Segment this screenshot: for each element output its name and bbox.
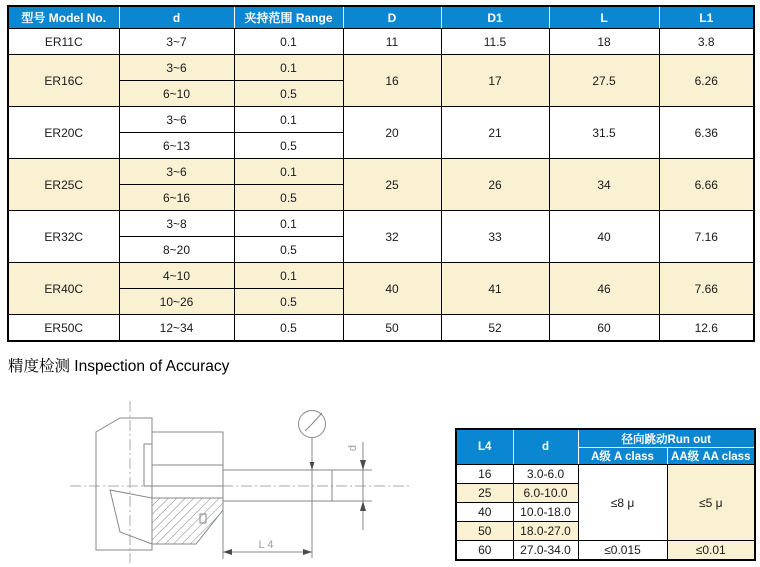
l4-cell: 40 <box>456 503 513 522</box>
header-model: 型号 Model No. <box>8 6 119 29</box>
range-cell: 0.5 <box>234 185 343 211</box>
a-class-value: ≤0.015 <box>578 541 667 561</box>
D1-cell: 33 <box>441 211 549 263</box>
d-cell: 10~26 <box>119 289 234 315</box>
acc-row <box>456 465 755 484</box>
D1-cell: 21 <box>441 107 549 159</box>
range-cell: 0.1 <box>234 159 343 185</box>
D1-cell: 26 <box>441 159 549 211</box>
collet-spec-table <box>7 5 755 342</box>
aa-class-value: ≤5 μ <box>667 465 755 541</box>
d-cell: 6.0-10.0 <box>513 484 578 503</box>
D-cell: 40 <box>343 263 441 315</box>
d-cell: 3.0-6.0 <box>513 465 578 484</box>
range-cell: 0.1 <box>234 211 343 237</box>
section-title: 精度检测 Inspection of Accuracy <box>8 358 230 375</box>
D-cell: 25 <box>343 159 441 211</box>
d-cell: 3~6 <box>119 55 234 81</box>
spec-row-er20c <box>8 107 754 133</box>
d-cell: 3~7 <box>119 29 234 55</box>
range-cell: 0.5 <box>234 81 343 107</box>
spec-row-er25c <box>8 159 754 185</box>
range-cell: 0.1 <box>234 263 343 289</box>
test-bar <box>223 470 332 501</box>
D-cell: 16 <box>343 55 441 107</box>
model-cell: ER25C <box>8 159 119 211</box>
D1-cell: 11.5 <box>441 29 549 55</box>
d-cell: 10.0-18.0 <box>513 503 578 522</box>
L1-cell: 6.36 <box>659 107 754 159</box>
L1-cell: 7.66 <box>659 263 754 315</box>
model-cell: ER16C <box>8 55 119 107</box>
model-cell: ER40C <box>8 263 119 315</box>
spec-row-er50c <box>8 315 754 342</box>
range-cell: 0.1 <box>234 29 343 55</box>
model-cell: ER50C <box>8 315 119 342</box>
L-cell: 27.5 <box>549 55 659 107</box>
spec-row-er16c <box>8 55 754 81</box>
d-cell: 4~10 <box>119 263 234 289</box>
acc-header-row-1 <box>456 429 755 448</box>
d-cell: 8~20 <box>119 237 234 263</box>
d-cell: 6~10 <box>119 81 234 107</box>
l4-cell: 50 <box>456 522 513 541</box>
L-cell: 60 <box>549 315 659 342</box>
D-cell: 11 <box>343 29 441 55</box>
spec-row-er32c <box>8 211 754 237</box>
d-cell: 3~6 <box>119 159 234 185</box>
l4-dimension <box>223 501 312 559</box>
header-range: 夹持范围 Range <box>234 6 343 29</box>
L-cell: 46 <box>549 263 659 315</box>
L1-cell: 6.26 <box>659 55 754 107</box>
L-cell: 40 <box>549 211 659 263</box>
spec-row-er40c <box>8 263 754 289</box>
D-cell: 32 <box>343 211 441 263</box>
d-dim-label: d <box>347 444 359 452</box>
range-cell: 0.5 <box>234 289 343 315</box>
d-cell: 3~8 <box>119 211 234 237</box>
d-cell: 3~6 <box>119 107 234 133</box>
collet-chuck-body <box>96 418 223 550</box>
D-cell: 20 <box>343 107 441 159</box>
header-L1: L1 <box>659 6 754 29</box>
range-cell: 0.1 <box>234 55 343 81</box>
L1-cell: 12.6 <box>659 315 754 342</box>
dial-indicator-icon <box>299 411 326 559</box>
L-cell: 34 <box>549 159 659 211</box>
model-cell: ER20C <box>8 107 119 159</box>
header-D: D <box>343 6 441 29</box>
d-cell: 18.0-27.0 <box>513 522 578 541</box>
header-a-class: A级 A class <box>578 448 667 465</box>
D1-cell: 41 <box>441 263 549 315</box>
acc-row <box>456 541 755 561</box>
range-cell: 0.5 <box>234 133 343 159</box>
l4-cell: 16 <box>456 465 513 484</box>
D1-cell: 52 <box>441 315 549 342</box>
model-cell: ER11C <box>8 29 119 55</box>
L1-cell: 3.8 <box>659 29 754 55</box>
runout-inspection-drawing <box>58 396 422 567</box>
d-cell: 12~34 <box>119 315 234 342</box>
header-runout: 径向跳动Run out <box>578 429 755 448</box>
spec-row-er11c <box>8 29 754 55</box>
d-cell: 6~13 <box>119 133 234 159</box>
spec-header-row <box>8 6 754 29</box>
d-cell: 6~16 <box>119 185 234 211</box>
d-cell: 27.0-34.0 <box>513 541 578 561</box>
l4-cell: 60 <box>456 541 513 561</box>
header-aa-class: AA级 AA class <box>667 448 755 465</box>
a-class-value: ≤8 μ <box>578 465 667 541</box>
header-l4: L4 <box>456 429 513 465</box>
header-d: d <box>119 6 234 29</box>
L1-cell: 7.16 <box>659 211 754 263</box>
model-cell: ER32C <box>8 211 119 263</box>
header-L: L <box>549 6 659 29</box>
aa-class-value: ≤0.01 <box>667 541 755 561</box>
L-cell: 31.5 <box>549 107 659 159</box>
range-cell: 0.5 <box>234 315 343 342</box>
L-cell: 18 <box>549 29 659 55</box>
header-D1: D1 <box>441 6 549 29</box>
l4-dim-label: L 4 <box>258 539 274 551</box>
runout-accuracy-table <box>455 428 756 561</box>
D1-cell: 17 <box>441 55 549 107</box>
D-cell: 50 <box>343 315 441 342</box>
l4-cell: 25 <box>456 484 513 503</box>
L1-cell: 6.66 <box>659 159 754 211</box>
range-cell: 0.5 <box>234 237 343 263</box>
header-d: d <box>513 429 578 465</box>
centerlines-lines <box>70 401 412 563</box>
range-cell: 0.1 <box>234 107 343 133</box>
